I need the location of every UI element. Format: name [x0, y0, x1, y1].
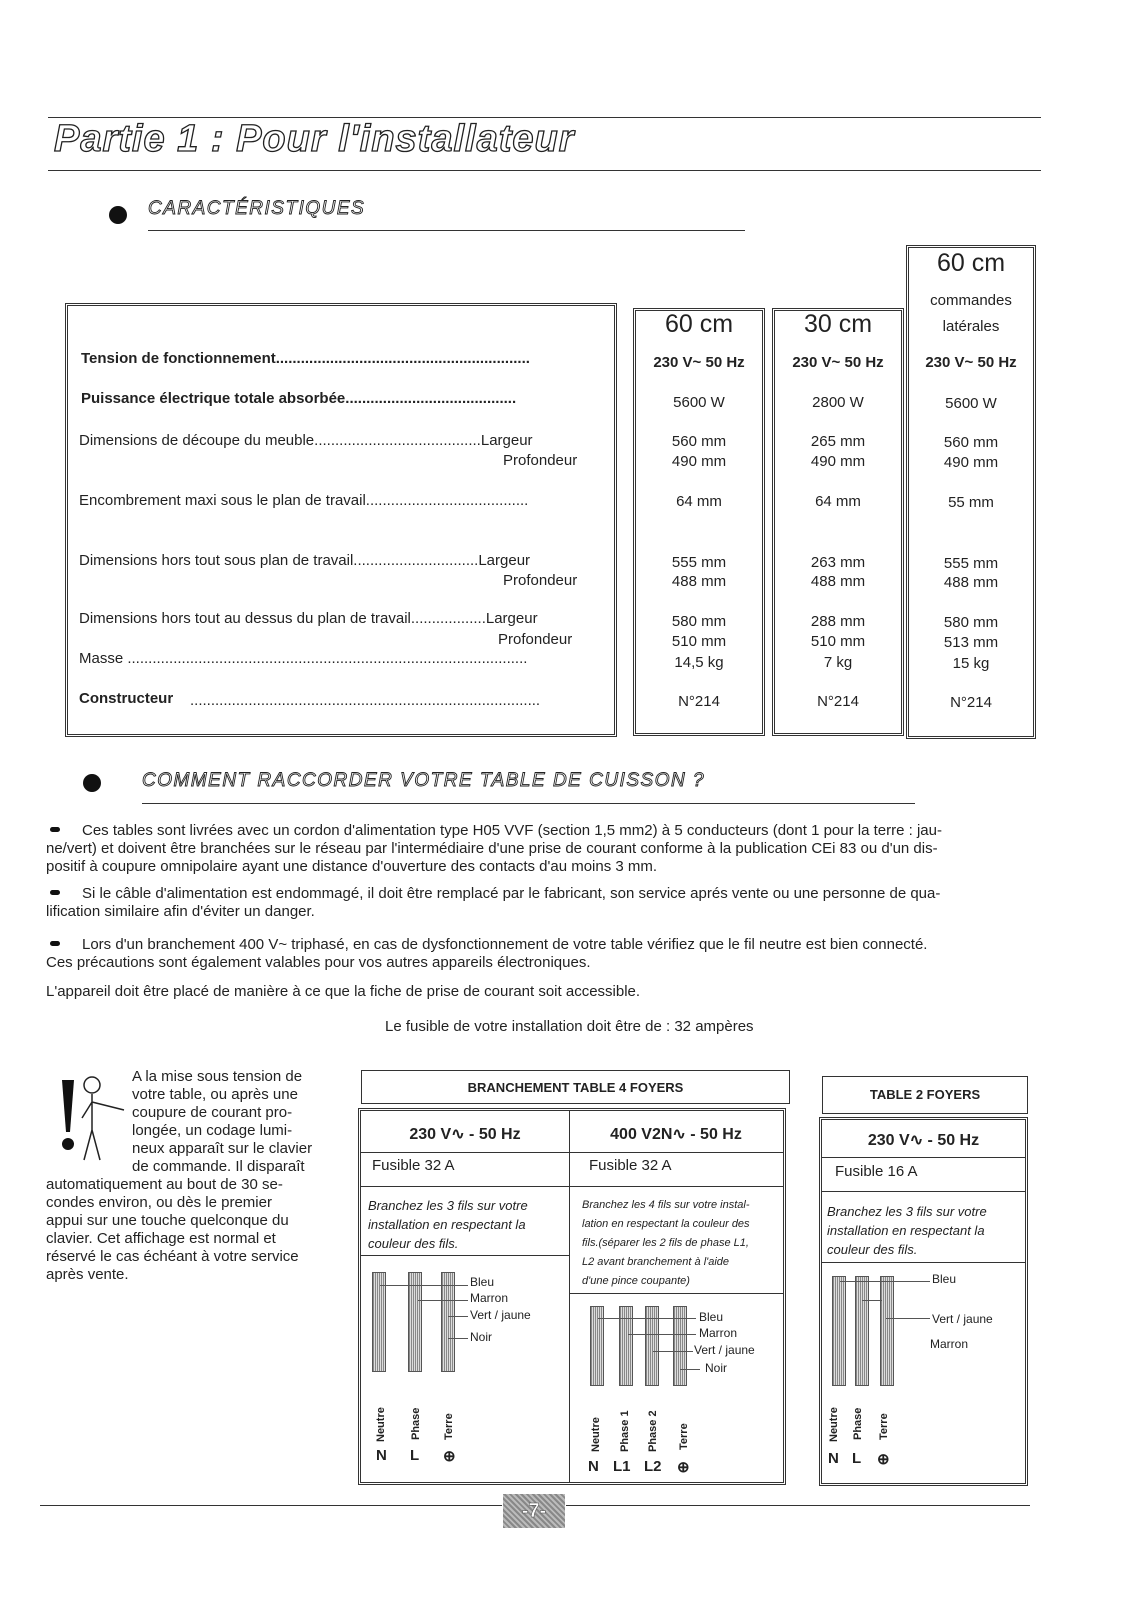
branch4-left-instr: Branchez les 3 fils sur votre installation en respectant la couleur des fils. — [368, 1198, 528, 1251]
hors-dessus-l-60: 580 mm — [671, 613, 727, 630]
decoupe-l-30: 265 mm — [810, 433, 866, 450]
tension-60: 230 V~ 50 Hz — [653, 354, 745, 371]
label-decoupe-sub: Profondeur — [503, 452, 578, 469]
masse-30: 7 kg — [823, 654, 853, 671]
bullet-icon — [50, 941, 60, 946]
characteristics-label-box — [65, 303, 617, 737]
label-masse: Masse ................................................................................................ — [79, 650, 528, 667]
masse-60l: 15 kg — [952, 655, 990, 672]
wire-label: Vert / jaune — [470, 1308, 531, 1322]
earth-icon: ⊕ — [443, 1448, 456, 1465]
term-letter: L — [410, 1447, 420, 1464]
wire-phase — [408, 1272, 422, 1372]
constructeur-60: N°214 — [678, 693, 720, 710]
term-letter: N — [376, 1447, 387, 1464]
hors-sous-l-30: 263 mm — [810, 554, 866, 571]
hors-sous-l-60: 555 mm — [671, 554, 727, 571]
paragraph-cable: Si le câble d'alimentation est endommagé, il doit être remplacé par le fabricant, son service aprés vente ou une personne de qua- lification similaire afin d'éviter un danger. — [46, 885, 941, 920]
constructeur-30: N°214 — [817, 693, 859, 710]
branch4-right-fuse: Fusible 32 A — [589, 1157, 672, 1174]
branch4-row-rule-2 — [361, 1186, 783, 1187]
section-rule — [148, 230, 745, 231]
label-hors-dessus: Dimensions hors tout au dessus du plan de travail..................Largeur — [79, 610, 538, 627]
term-label: Neutre — [828, 1407, 840, 1442]
wire-label: Bleu — [699, 1310, 724, 1324]
label-hors-sous: Dimensions hors tout sous plan de travail..............................Largeur — [79, 552, 531, 569]
earth-icon: ⊕ — [877, 1451, 890, 1468]
hors-sous-p-30: 488 mm — [810, 573, 866, 590]
term-letter: N — [588, 1458, 599, 1475]
branch2-row-rule-3 — [822, 1262, 1025, 1263]
wire-label: Marron — [930, 1337, 969, 1351]
branch4-right-instr: Branchez les 4 fils sur votre instal- lation en respectant la couleur des fils.(séparer les 2 fils de phase L1, L2 avant branchement à l'aide d'une pince coupante) — [582, 1199, 750, 1287]
branch2-row-rule-2 — [822, 1191, 1025, 1192]
label-hors-sous-sub: Profondeur — [503, 572, 578, 589]
wire-label: Noir — [705, 1361, 728, 1375]
hors-dessus-l-60l: 580 mm — [943, 614, 999, 631]
bullet-icon — [50, 827, 60, 832]
term-label: Terre — [443, 1413, 455, 1440]
branch4-title: BRANCHEMENT TABLE 4 FOYERS — [467, 1080, 684, 1095]
label-tension: Tension de fonctionnement............................................................. — [81, 350, 530, 367]
hors-sous-p-60l: 488 mm — [943, 574, 999, 591]
wire-label: Marron — [470, 1291, 509, 1305]
branch2-fuse: Fusible 16 A — [835, 1163, 918, 1180]
paragraph-cordon: Ces tables sont livrées avec un cordon d'alimentation type H05 VVF (section 1,5 mm2) à 5 conducteurs (dont 1 pour la terre : jau- ne/vert) et doivent être branchées sur le réseau par l'intermédiaire d'une prise de courant conforme à la publication CEi 83 ou d'un dis- positif à coupure omnipolaire ayant une distance d'ouverture des contacts d'au moins 3 mm. — [46, 822, 942, 875]
term-letter: L1 — [613, 1458, 631, 1475]
paragraph-triphase: Lors d'un branchement 400 V~ triphasé, en cas de dysfonctionnement de votre table vérifiez que le fil neutre est bien connecté. Ces précautions sont également valables pour vos autres appareils électroniques. — [46, 936, 928, 971]
decoupe-l-60: 560 mm — [671, 433, 727, 450]
term-label: Phase 2 — [647, 1410, 659, 1452]
wire-label: Marron — [699, 1326, 738, 1340]
section-title-raccorder: COMMENT RACCORDER VOTRE TABLE DE CUISSON ? — [142, 770, 706, 791]
bullet-icon — [50, 890, 60, 895]
label-puissance: Puissance électrique totale absorbée......................................... — [81, 390, 517, 407]
fuse-line: Le fusible de votre installation doit être de : 32 ampères — [385, 1018, 754, 1035]
tension-60l: 230 V~ 50 Hz — [925, 354, 1017, 371]
section-bullet-2 — [83, 774, 101, 792]
wire-neutre — [832, 1276, 846, 1386]
col-box-30cm — [772, 308, 904, 736]
puissance-60l: 5600 W — [945, 395, 997, 412]
term-label: Phase — [410, 1407, 422, 1440]
encombrement-60: 64 mm — [676, 493, 722, 510]
branch2-instr: Branchez les 3 fils sur votre installation en respectant la couleur des fils. — [827, 1204, 987, 1257]
branch4-row-rule-3a — [361, 1255, 569, 1256]
branch4-left-voltage: 230 V∿ - 50 Hz — [409, 1126, 521, 1143]
wire-label: Noir — [470, 1330, 493, 1344]
hors-dessus-p-30: 510 mm — [810, 633, 866, 650]
section-bullet — [109, 206, 127, 224]
wire-label: Vert / jaune — [694, 1343, 755, 1357]
wire-terre — [441, 1272, 455, 1372]
puissance-30: 2800 W — [812, 394, 864, 411]
wire-label: Vert / jaune — [932, 1312, 993, 1326]
col-head-3-sub1: commandes — [930, 292, 1012, 309]
term-letter: L2 — [644, 1458, 662, 1475]
earth-icon: ⊕ — [677, 1459, 690, 1476]
branch2-voltage: 230 V∿ - 50 Hz — [867, 1132, 980, 1149]
wire-phase — [855, 1276, 869, 1386]
label-hors-dessus-sub: Profondeur — [498, 631, 573, 648]
section-rule-2 — [142, 803, 915, 804]
label-constructeur: Constructeur — [79, 690, 174, 707]
branch2-row-rule-1 — [822, 1157, 1025, 1158]
header-bottom-rule — [48, 170, 1041, 171]
tension-30: 230 V~ 50 Hz — [792, 354, 884, 371]
col-head-3-sub2: latérales — [942, 318, 1000, 335]
label-decoupe: Dimensions de découpe du meuble........................................Largeur — [79, 432, 533, 449]
footer-rule-right — [566, 1505, 1030, 1506]
term-label: Phase — [852, 1407, 864, 1440]
wire-terre — [880, 1276, 894, 1386]
col-head-3: 60 cm — [936, 249, 1006, 277]
decoupe-p-60l: 490 mm — [943, 454, 999, 471]
warning-text: A la mise sous tension de votre table, ou après une coupure de courant pro- longée, un codage lumi- neux apparaît sur le clavier de commande. Il disparaît automatiquement au bout de 30 se- condes environ, ou dès le premier appui sur une touche quelconque du clavier. Cet affichage est normal et réservé le cas échéant à votre service après vente. — [46, 1068, 313, 1283]
term-label: Terre — [678, 1423, 690, 1450]
term-letter: N — [828, 1450, 839, 1467]
branch4-right-voltage: 400 V2N∿ - 50 Hz — [610, 1126, 742, 1143]
col-head-2: 30 cm — [803, 310, 873, 338]
hors-dessus-l-30: 288 mm — [810, 613, 866, 630]
wire-neutre — [372, 1272, 386, 1372]
branch4-row-rule-3b — [569, 1293, 783, 1294]
footer-rule-left — [40, 1505, 502, 1506]
masse-60: 14,5 kg — [674, 654, 724, 671]
encombrement-60l: 55 mm — [948, 494, 994, 511]
hors-sous-l-60l: 555 mm — [943, 555, 999, 572]
page-number: -7- — [503, 1494, 565, 1528]
label-encombrement: Encombrement maxi sous le plan de travail....................................... — [79, 492, 529, 509]
decoupe-p-60: 490 mm — [671, 453, 727, 470]
encombrement-30: 64 mm — [815, 493, 861, 510]
label-constructeur-dots: .................................................................................... — [190, 692, 541, 709]
decoupe-p-30: 490 mm — [810, 453, 866, 470]
branch2-title: TABLE 2 FOYERS — [869, 1087, 981, 1102]
term-letter: L — [852, 1450, 862, 1467]
hors-dessus-p-60: 510 mm — [671, 633, 727, 650]
puissance-60: 5600 W — [673, 394, 725, 411]
branch4-divider — [569, 1111, 570, 1482]
term-label: Phase 1 — [619, 1410, 631, 1452]
paragraph-accessible: L'appareil doit être placé de manière à ce que la fiche de prise de courant soit accessible. — [46, 983, 641, 1000]
hors-dessus-p-60l: 513 mm — [943, 634, 999, 651]
branch4-row-rule-1 — [361, 1152, 783, 1153]
wire-label: Bleu — [470, 1275, 495, 1289]
hors-sous-p-60: 488 mm — [671, 573, 727, 590]
col-box-60cm — [633, 308, 765, 736]
branch4-left-fuse: Fusible 32 A — [372, 1157, 455, 1174]
term-label: Neutre — [590, 1417, 602, 1452]
constructeur-60l: N°214 — [950, 694, 992, 711]
section-title-caracteristiques: CARACTÉRISTIQUES — [148, 198, 366, 219]
term-label: Neutre — [375, 1407, 387, 1442]
term-label: Terre — [878, 1413, 890, 1440]
col-head-1: 60 cm — [664, 310, 734, 338]
wire-label: Bleu — [932, 1272, 957, 1286]
decoupe-l-60l: 560 mm — [943, 434, 999, 451]
page-title: Partie 1 : Pour l'installateur — [54, 118, 575, 160]
